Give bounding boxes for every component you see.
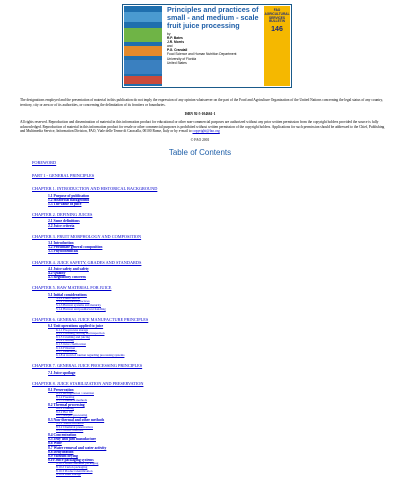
toc-link[interactable]: 8.10.4 Bulk storage	[56, 472, 81, 477]
toc-link[interactable]: CHAPTER 4. JUICE SAFETY, GRADES AND STANDARDS	[32, 259, 142, 265]
toc-link[interactable]: 1.3 The value of juice	[48, 202, 82, 207]
toc-item	[56, 473, 400, 477]
toc-link[interactable]: 3.3 Phytochemicals	[48, 249, 79, 254]
toc-link[interactable]: CHAPTER 3. FRUIT MORPHOLOGY AND COMPOSITION	[32, 233, 142, 239]
toc-link[interactable]: PART 1 - GENERAL PRINCIPLES	[32, 173, 95, 179]
toc-link[interactable]: 8.1.2 Freezing	[56, 394, 75, 399]
cover-text-block	[167, 6, 263, 65]
toc-link[interactable]: 5.1 Initial considerations	[48, 292, 87, 297]
toc-link[interactable]: FOREWORD	[32, 160, 57, 165]
toc-link[interactable]: 7.1 Juice spoilage	[48, 370, 76, 375]
toc-link[interactable]: 8.2.2 Hot fill	[56, 409, 73, 414]
toc-link[interactable]: 8.5 Jelly and jam manufacture	[48, 437, 96, 442]
toc-link[interactable]: 6.1.7 Deaeration	[56, 349, 78, 354]
toc-link[interactable]: 2.1 Some definitions	[48, 219, 80, 224]
toc-link[interactable]: 5.1.3 Harvest systems and maturity	[56, 303, 101, 308]
toc-link[interactable]: 1.2 Historical background	[48, 197, 90, 202]
toc-link[interactable]: 3.1 Introduction	[48, 241, 74, 246]
toc-link[interactable]: 6.1.8 A word of caution regarding processing systems	[56, 352, 125, 357]
toc-link[interactable]: 8.3.3 Newer methods	[56, 428, 84, 433]
toc-link[interactable]: 8.6 Wine	[48, 441, 62, 446]
toc-link[interactable]: 8.2 Thermal processing	[48, 402, 85, 407]
toc-link[interactable]: 8.10 Juice packaging systems	[48, 458, 94, 463]
toc-link[interactable]: 8.1.1 Refrigeration / retention	[56, 391, 94, 396]
toc-link[interactable]: 5.1.1 Plant cultivar	[56, 295, 81, 300]
toc-link[interactable]: 6.1.5 Juice clarification	[56, 342, 86, 347]
toc-link[interactable]: 8.1 Preservation	[48, 388, 74, 392]
toc-link[interactable]: 5.1.2 Cultivation practices	[56, 299, 90, 304]
toc-link[interactable]: 8.3.1 Sterile filtration	[56, 421, 84, 426]
toc-link[interactable]: CHAPTER 1. INTRODUCTION AND HISTORICAL BACKGROUND	[32, 186, 158, 192]
toc-link[interactable]: 5.1.4 Harvest and postharvest handling	[56, 306, 106, 311]
toc-link[interactable]: 3.2 Proximate general composition	[48, 245, 103, 250]
toc-link[interactable]: 2.2 Juice criteria	[48, 223, 75, 228]
toc-link[interactable]: 6.1 Unit operations applied to juice	[48, 324, 104, 329]
toc-link[interactable]: 1.1 Purpose of publication	[48, 193, 90, 198]
cover-authors: by R.P. Bates J.R. Morris and P.G. Crandall Food Science and Human Nutrition Department University of Florida United States	[167, 32, 237, 65]
toc-link[interactable]: 6.1.6 Filtration	[56, 345, 76, 350]
toc-link[interactable]: 8.10.1 Glass container packaging	[56, 461, 99, 466]
toc-link[interactable]: 8.10.3 Product identification	[56, 468, 93, 473]
toc-link[interactable]: 8.8 Dehydration	[48, 449, 74, 454]
toc-link[interactable]: 4.3 Regulatory concerns	[48, 275, 86, 280]
disclaimer-text: The designations employed and the presentation of material in this publication do not imply the expression of any opinion whatsoever on the part of the Food and Agriculture Organization of the United Nations concerning the legal status of any country, territory, city or area or of its authorities, or concerning the delimitation of its frontiers or boundaries.	[20, 98, 383, 107]
toc-link[interactable]: 6.1.4 Pressing	[56, 338, 74, 343]
cover-photo	[124, 6, 162, 86]
copyright-line: © FAO 2001	[190, 138, 210, 142]
toc-link[interactable]: 8.9 Vacuum drying	[48, 453, 78, 458]
toc-link[interactable]: 8.3.2 Chemical preservatives	[56, 424, 93, 429]
toc-link[interactable]: CHAPTER 5. RAW MATERIAL FOR JUICE	[32, 285, 112, 291]
toc-link[interactable]: 6.1.1 Pre-process storage	[56, 327, 89, 332]
toc-link[interactable]: 8.2.1 Canning	[56, 406, 74, 411]
toc-link[interactable]: 8.1.3 Chemical methods	[56, 398, 87, 403]
toc-link[interactable]: 6.1.2 Cleaning, sorting and inspection	[56, 331, 105, 336]
toc-link[interactable]: CHAPTER 7. GENERAL JUICE PROCESSING PRINCIPLES	[32, 363, 143, 369]
rights-notice: All rights reserved. Reproduction and dissemination of material in this information product for educational or other non-commercial purposes are authorized without any prior written permission from the copyright holders provided the source is fully acknowledged. Reproduction of material in this information product for resale or other commercial purposes is prohibited without written permission of the copyright holders. Applications for such permission should be addressed to the Chief, Publishing and Multimedia Service, Information Division, FAO, Viale delle Terme di Caracalla, 00100 Rome, Italy or by e-mail to copyright@fao.org	[20, 120, 385, 134]
toc-link[interactable]: 8.3 Non-thermal and other methods	[48, 417, 105, 422]
toc-link[interactable]: 6.1.3 Crushing and juicing	[56, 334, 90, 339]
toc-link[interactable]: CHAPTER 2. DEFINING JUICES	[32, 212, 93, 218]
table-of-contents	[0, 160, 400, 500]
toc-link[interactable]: 8.7 Water removal and water activity	[48, 445, 107, 450]
toc-link[interactable]: CHAPTER 8. JUICE STABILIZATION AND PRESERVATION	[32, 380, 144, 386]
toc-link[interactable]: 8.4 Concentration	[48, 432, 77, 437]
cover-title: Principles and practices of small - and medium - scale fruit juice processing	[167, 5, 259, 30]
toc-heading: Table of Contents	[168, 148, 232, 157]
cover	[122, 4, 292, 88]
bulletin-number: 146	[271, 26, 283, 34]
toc-link[interactable]: 8.10.2 Carton packaging	[56, 464, 88, 469]
toc-link[interactable]: CHAPTER 6. GENERAL JUICE MANUFACTURE PRINCIPLES	[32, 317, 149, 323]
toc-link[interactable]: 8.2.3 Aseptic processing	[56, 413, 88, 418]
series-badge: FAO AGRICULTURAL SERVICES BULLETIN 146	[264, 6, 290, 86]
copyright-email-link[interactable]: copyright@fao.org	[192, 129, 220, 134]
isbn: ISBN 92-5-104661-1	[184, 112, 216, 116]
toc-link[interactable]: 4.1 Juice safety and safety	[48, 266, 89, 271]
toc-link[interactable]: 4.2 Quality	[48, 271, 66, 276]
